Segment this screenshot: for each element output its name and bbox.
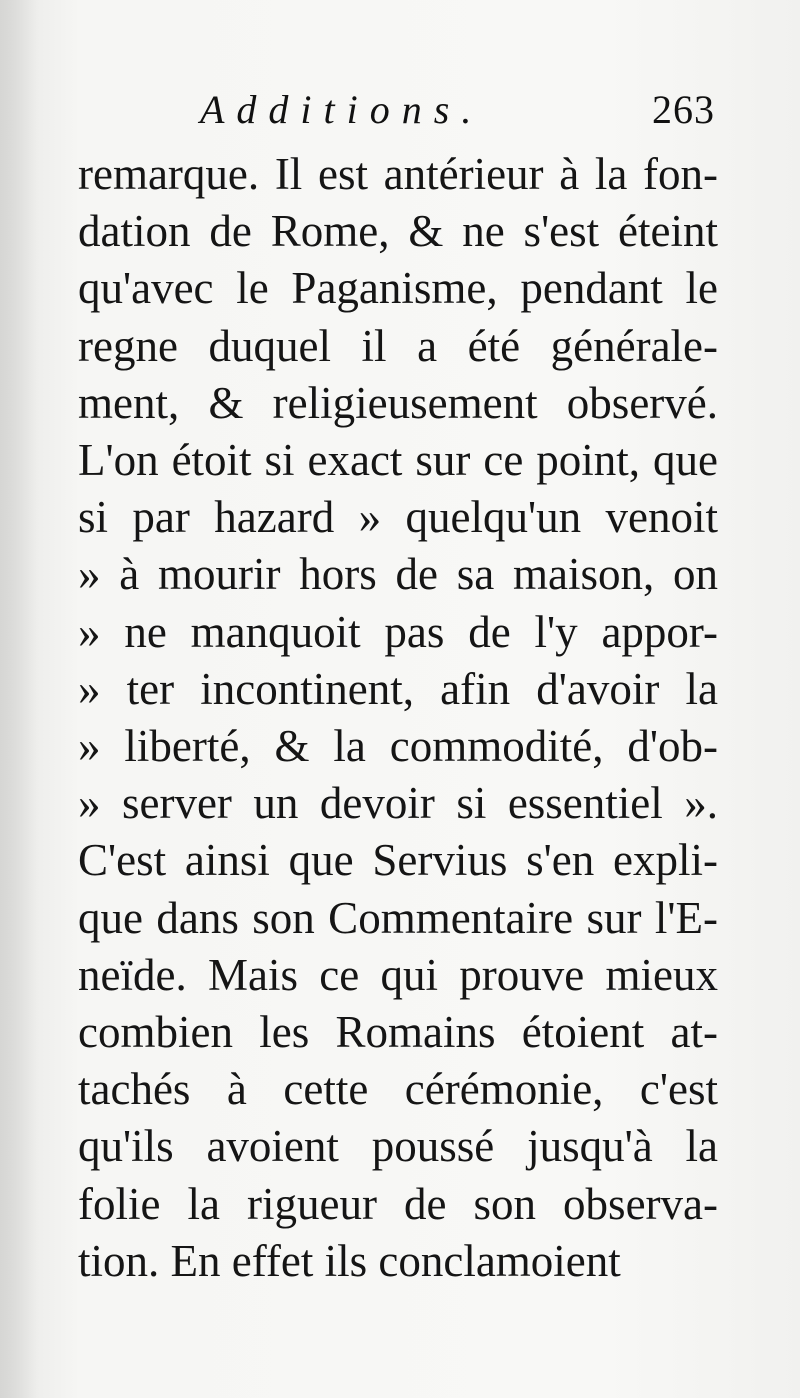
text-line: neïde. Mais ce qui prouve mieux: [78, 949, 718, 1000]
page-number: 263: [652, 87, 715, 132]
text-line: dation de Rome, & ne s'est éteint: [78, 206, 718, 257]
text-line: folie la rigueur de son observa-: [78, 1178, 718, 1229]
running-title: Additions.: [200, 87, 484, 132]
text-line: C'est ainsi que Servius s'en expli-: [78, 835, 718, 886]
text-line: » ne manquoit pas de l'y appor-: [78, 606, 718, 657]
text-line: tion. En effet ils conclamoient: [78, 1235, 621, 1286]
text-line: remarque. Il est antérieur à la fon-: [78, 149, 718, 199]
text-line: tachés à cette cérémonie, c'est: [78, 1064, 718, 1115]
text-line: combien les Romains étoient at-: [78, 1007, 718, 1058]
text-line: » à mourir hors de sa maison, on: [78, 549, 718, 600]
page-gutter-shadow: [0, 0, 38, 1398]
text-line: regne duquel il a été générale-: [78, 320, 718, 371]
body-text: [78, 146, 718, 1290]
text-line: si par hazard » quelqu'un venoit: [78, 492, 718, 543]
text-line: » liberté, & la commodité, d'ob-: [78, 721, 718, 772]
text-line: » server un devoir si essentiel ».: [78, 778, 718, 829]
page-header: [200, 85, 715, 135]
text-line: ment, & religieusement observé.: [78, 377, 718, 428]
text-line: qu'ils avoient poussé jusqu'à la: [78, 1121, 718, 1172]
text-line: » ter incontinent, afin d'avoir la: [78, 663, 718, 714]
text-line: que dans son Commentaire sur l'E-: [78, 892, 718, 943]
text-line: L'on étoit si exact sur ce point, que: [78, 435, 718, 486]
text-line: qu'avec le Paganisme, pendant le: [78, 263, 718, 314]
